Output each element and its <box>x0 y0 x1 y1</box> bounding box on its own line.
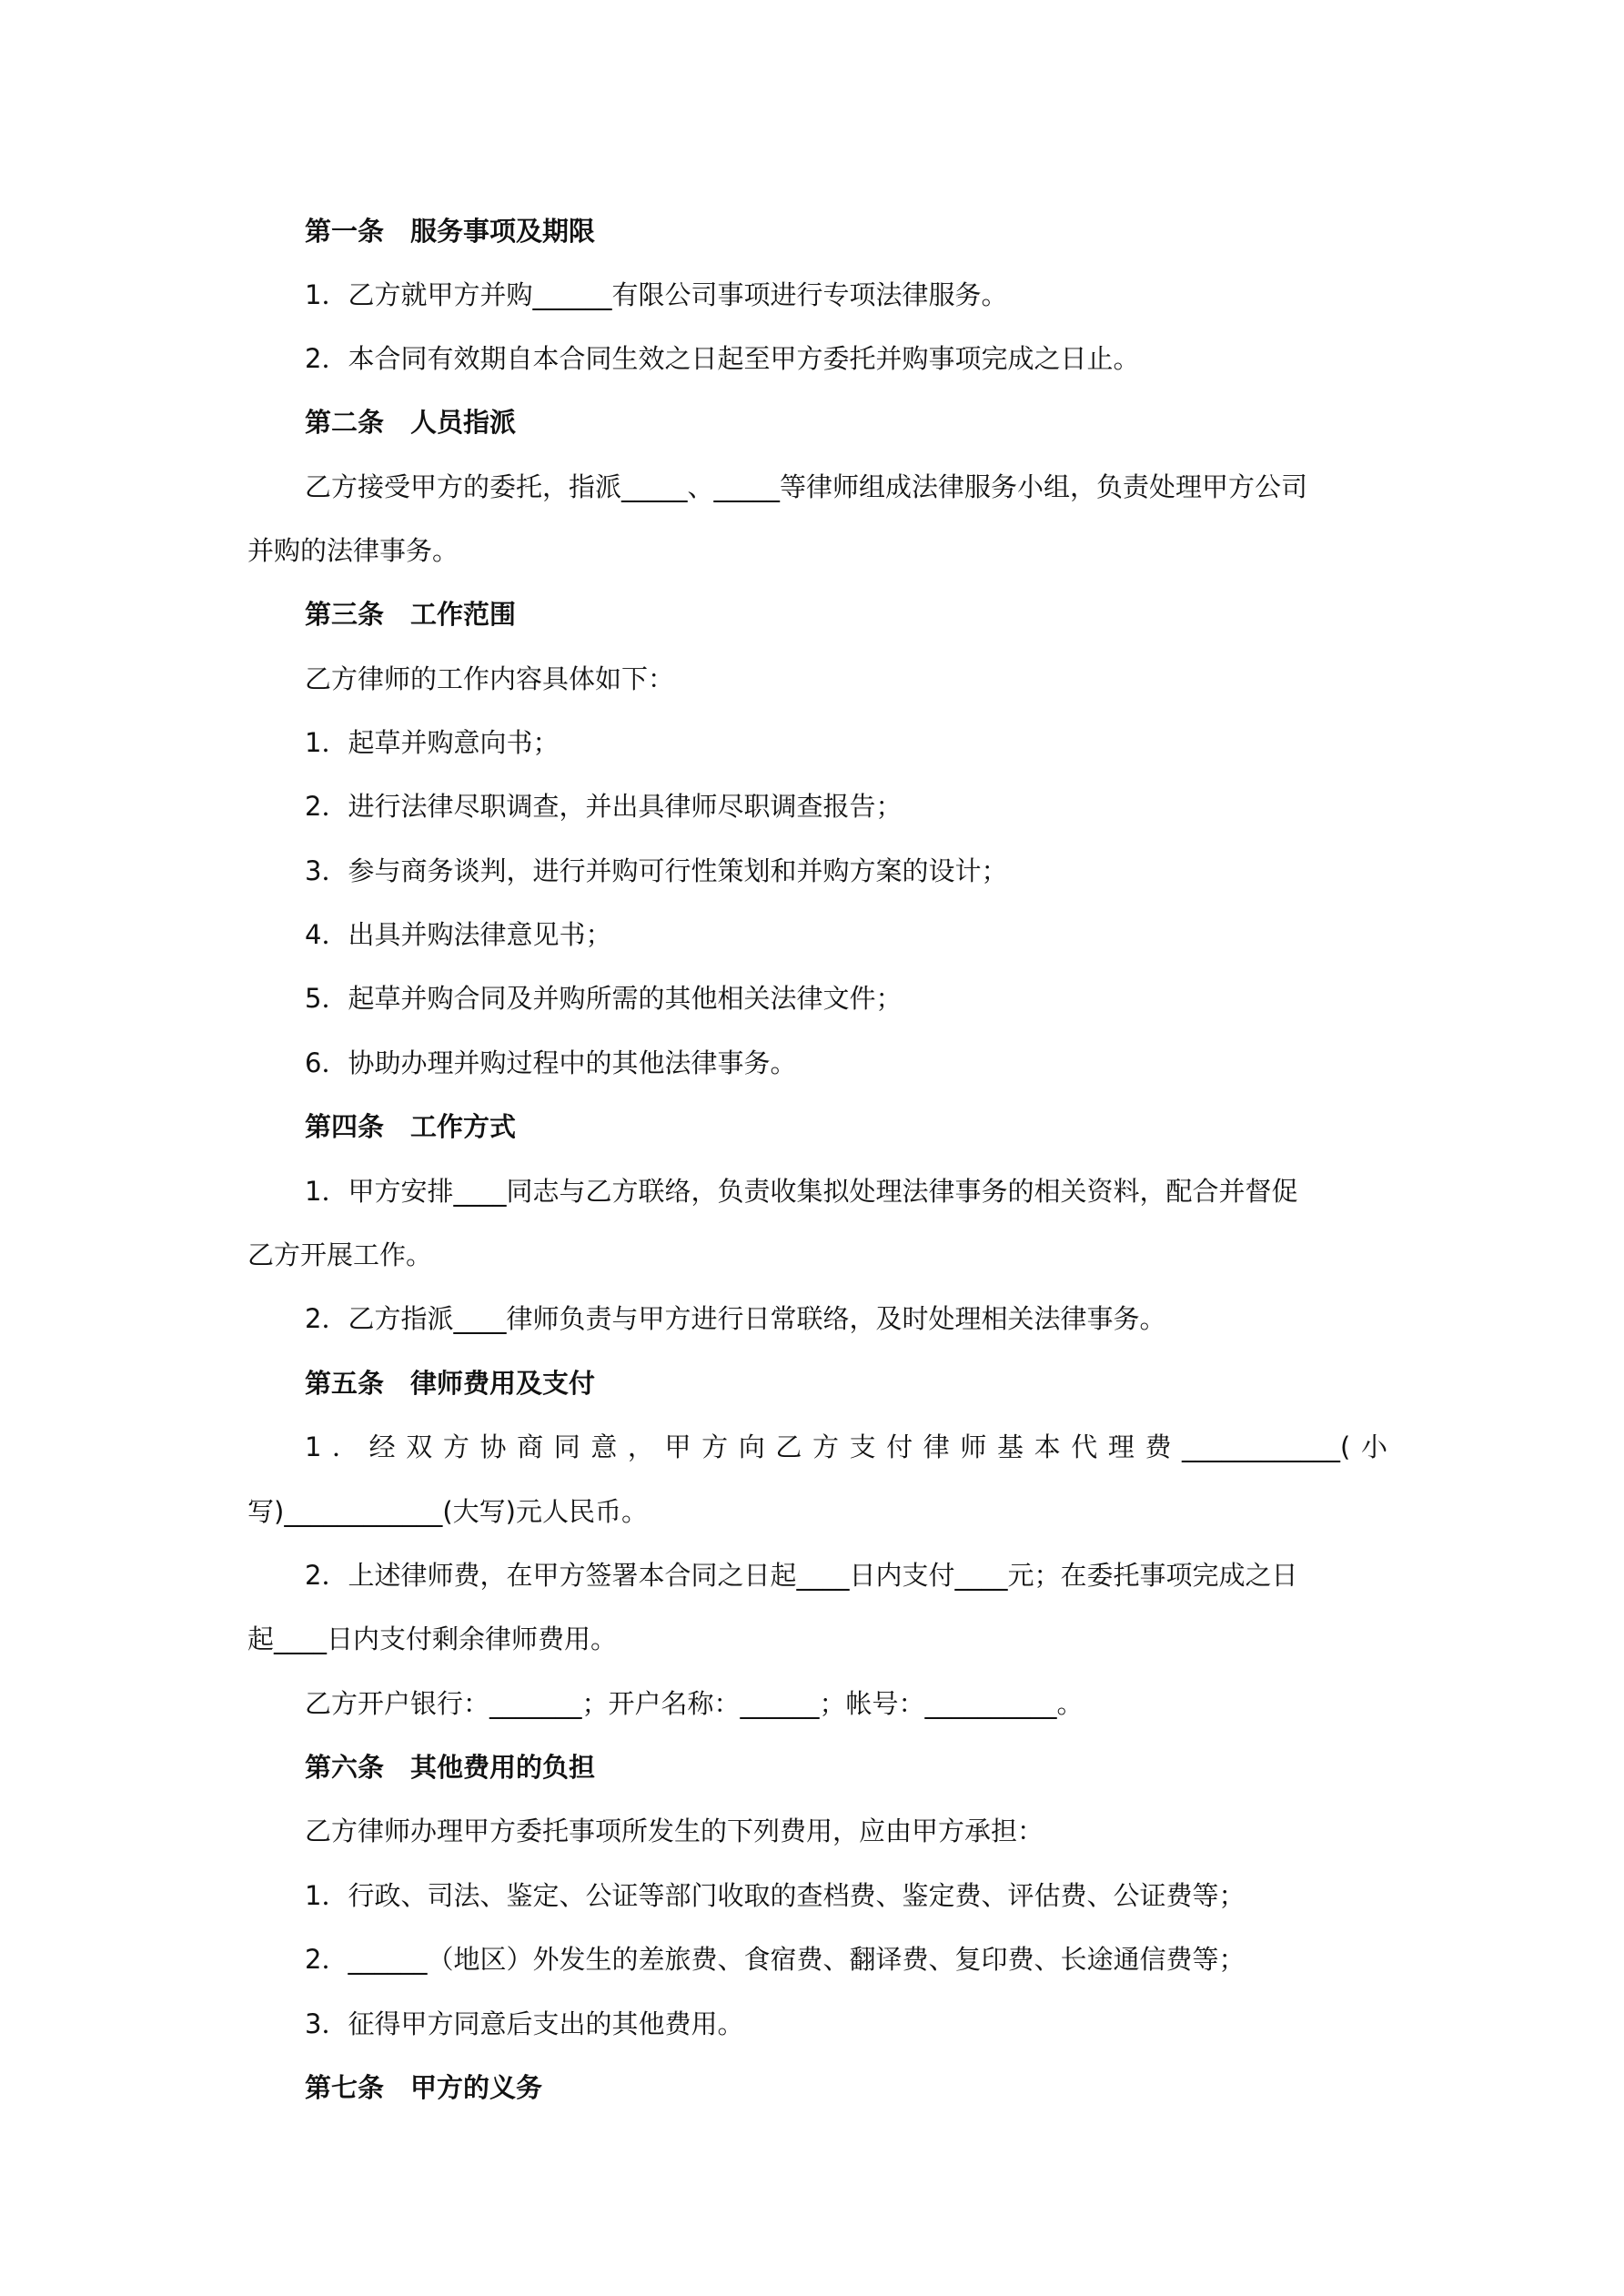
paragraph: 2．上述律师费，在甲方签署本合同之日起____日内支付____元；在委托事项完成之日 <box>305 1560 1298 1591</box>
paragraph: 1．经双方协商同意，甲方向乙方支付律师基本代理费____________(小 <box>305 1431 1387 1462</box>
list-item: 5．起草并购合同及并购所需的其他相关法律文件； <box>305 983 903 1014</box>
list-item: 1．起草并购意向书； <box>305 727 560 758</box>
list-item: 1．行政、司法、鉴定、公证等部门收取的查档费、鉴定费、评估费、公证费等； <box>305 1880 1246 1911</box>
paragraph-continuation: 写)____________(大写)元人民币。 <box>247 1496 648 1527</box>
list-item: 4．出具并购法律意见书； <box>305 919 612 950</box>
article-2-heading: 第二条 人员指派 <box>305 407 517 438</box>
list-item: 2．______（地区）外发生的差旅费、食宿费、翻译费、复印费、长途通信费等； <box>305 1944 1246 1975</box>
article-3-heading: 第三条 工作范围 <box>305 599 517 630</box>
bank-info: 乙方开户银行：_______；开户名称：______；帐号：__________。 <box>305 1688 1084 1719</box>
article-1-heading: 第一条 服务事项及期限 <box>305 216 596 247</box>
list-item: 6．协助办理并购过程中的其他法律事务。 <box>305 1047 797 1078</box>
paragraph: 乙方律师办理甲方委托事项所发生的下列费用，应由甲方承担： <box>305 1816 1044 1846</box>
paragraph: 1．乙方就甲方并购______有限公司事项进行专项法律服务。 <box>305 279 1008 310</box>
paragraph-continuation: 乙方开展工作。 <box>247 1239 433 1270</box>
article-6-heading: 第六条 其他费用的负担 <box>305 1752 596 1783</box>
list-item: 2．进行法律尽职调查，并出具律师尽职调查报告； <box>305 791 903 822</box>
paragraph: 1．甲方安排____同志与乙方联络，负责收集拟处理法律事务的相关资料，配合并督促 <box>305 1176 1298 1207</box>
paragraph: 乙方接受甲方的委托，指派_____、_____等律师组成法律服务小组，负责处理甲方公司 <box>305 471 1308 502</box>
article-5-heading: 第五条 律师费用及支付 <box>305 1368 596 1399</box>
paragraph-continuation: 并购的法律事务。 <box>247 535 459 566</box>
article-4-heading: 第四条 工作方式 <box>305 1111 517 1142</box>
list-item: 3．参与商务谈判，进行并购可行性策划和并购方案的设计； <box>305 855 1008 886</box>
paragraph-continuation: 起____日内支付剩余律师费用。 <box>247 1623 618 1654</box>
paragraph: 2．本合同有效期自本合同生效之日起至甲方委托并购事项完成之日止。 <box>305 343 1140 374</box>
list-item: 3．征得甲方同意后支出的其他费用。 <box>305 2008 744 2039</box>
article-7-heading: 第七条 甲方的义务 <box>305 2072 543 2103</box>
paragraph: 2．乙方指派____律师负责与甲方进行日常联络，及时处理相关法律事务。 <box>305 1303 1166 1334</box>
paragraph: 乙方律师的工作内容具体如下： <box>305 663 675 694</box>
